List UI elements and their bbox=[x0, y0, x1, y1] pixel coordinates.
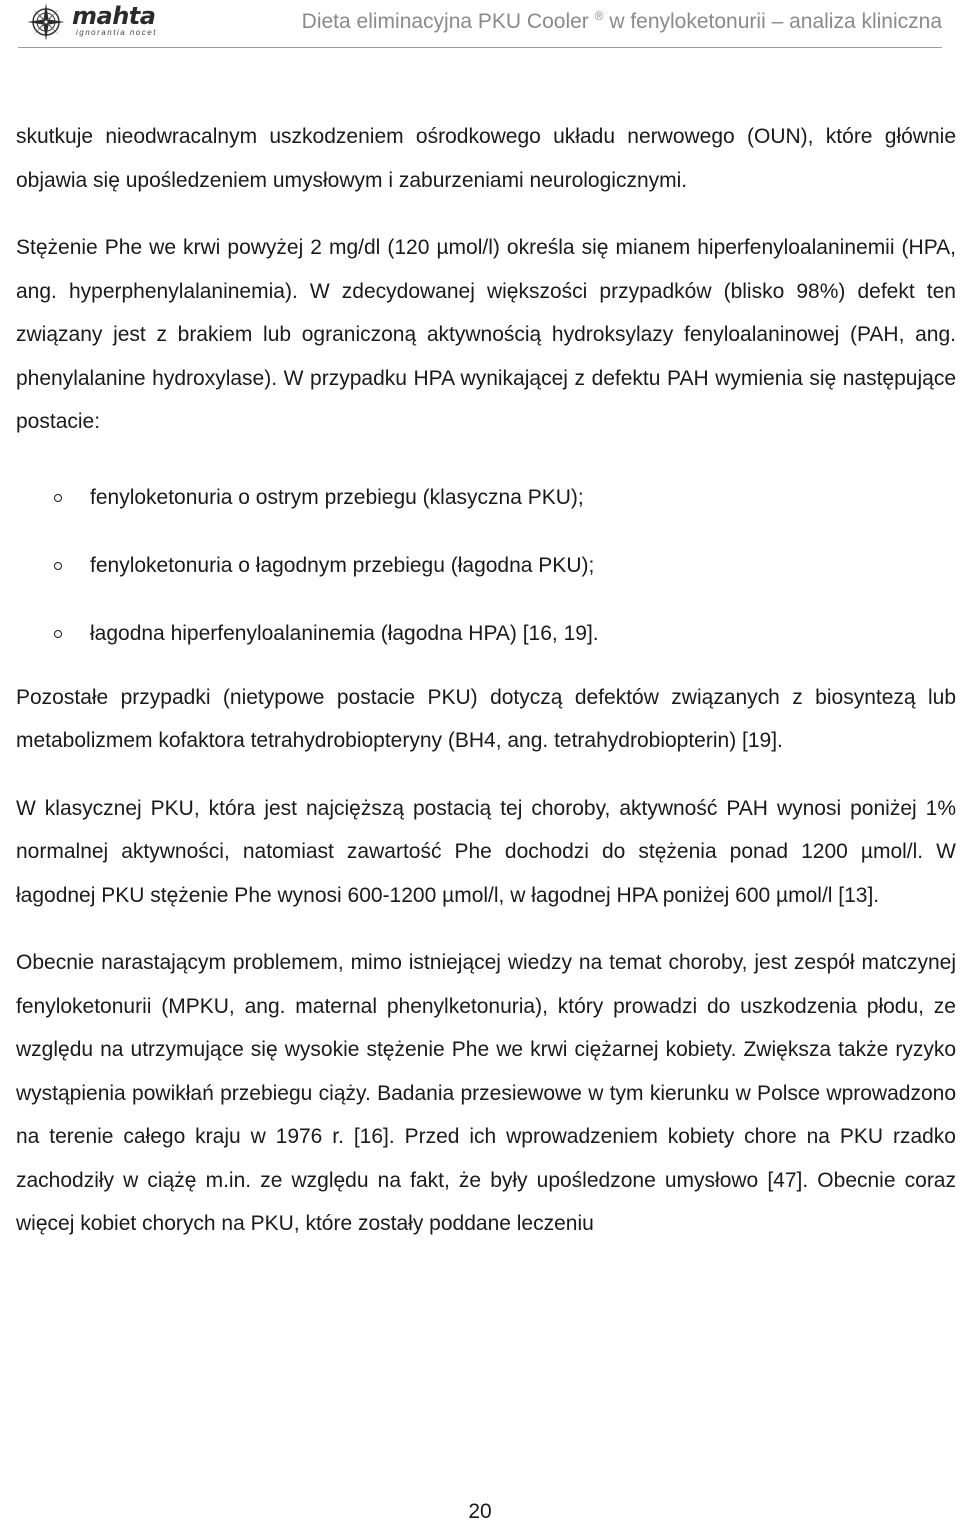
list-item: fenyloketonuria o łagodnym przebiegu (łagodna PKU); bbox=[16, 532, 956, 600]
list-item: łagodna hiperfenyloalaninemia (łagodna HPA) [16, 19]. bbox=[16, 600, 956, 668]
paragraph-gap bbox=[16, 202, 956, 226]
list-item: fenyloketonuria o ostrym przebiegu (klasyczna PKU); bbox=[16, 464, 956, 532]
document-body bbox=[16, 115, 956, 1246]
title-prefix: Dieta eliminacyjna PKU Cooler bbox=[301, 10, 589, 33]
paragraph-2: Stężenie Phe we krwi powyżej 2 mg/dl (120 µmol/l) określa się mianem hiperfenyloalaninemii (HPA, ang. hyperphenylalaninemia). W zdecydowanej większości przypadków (blisko 98%) defekt ten związany jest z brakiem lub ograniczoną aktywnością hydroksylazy fenyloalaninowej (PAH, ang. phenylalanine hydroxylase). W przypadku HPA wynikającej z defektu PAH wymienia się następujące postacie: bbox=[16, 236, 956, 433]
registered-mark: ® bbox=[594, 9, 604, 23]
page-number: 20 bbox=[468, 1500, 492, 1523]
logo-tagline: ignorantia nocet bbox=[76, 27, 157, 37]
paragraph-gap bbox=[16, 444, 956, 464]
paragraph-gap bbox=[16, 763, 956, 787]
paragraph-gap bbox=[16, 668, 956, 676]
header-divider bbox=[18, 47, 942, 48]
logo-name: mahta bbox=[72, 1, 156, 30]
mahta-logo bbox=[26, 2, 157, 42]
compass-rose-logo-icon bbox=[26, 2, 66, 42]
hollow-circle-bullet-icon bbox=[54, 562, 62, 570]
document-title bbox=[302, 9, 942, 34]
hollow-circle-bullet-icon bbox=[54, 630, 62, 638]
paragraph-4: W klasycznej PKU, która jest najcięższą postacią tej choroby, aktywność PAH wynosi poniżej 1% normalnej aktywności, natomiast zawartość Phe dochodzi do stężenia ponad 1200 µmol/l. W łagodnej PKU stężenie Phe wynosi 600-1200 µmol/l, w łagodnej HPA poniżej 600 µmol/l [13]. bbox=[16, 796, 956, 907]
paragraph-5: Obecnie narastającym problemem, mimo istniejącej wiedzy na temat choroby, jest zespół matczynej fenyloketonurii (MPKU, ang. maternal phenylketonuria), który prowadzi do uszkodzenia płodu, ze względu na utrzymujące się wysokie stężenie Phe we krwi ciężarnej kobiety. Zwiększa także ryzyko wystąpienia powikłań przebiegu ciąży. Badania przesiewowe w tym kierunku w Polsce wprowadzono na terenie całego kraju w 1976 r. [16]. Przed ich wprowadzeniem kobiety chore na PKU rzadko zachodziły w ciążę m.in. ze względu na fakt, że były upośledzone umysłowo [47]. Obecnie coraz więcej kobiet chorych na PKU, które zostały poddane leczeniu bbox=[16, 951, 956, 1235]
title-suffix: w fenyloketonurii – analiza kliniczna bbox=[603, 10, 942, 33]
page-header bbox=[0, 0, 960, 48]
paragraph-1: skutkuje nieodwracalnym uszkodzeniem ośrodkowego układu nerwowego (OUN), które głównie objawia się upośledzeniem umysłowym i zaburzeniami neurologicznymi. bbox=[16, 125, 956, 192]
hpa-forms-list bbox=[16, 464, 956, 668]
hollow-circle-bullet-icon bbox=[54, 494, 62, 502]
paragraph-gap bbox=[16, 917, 956, 941]
paragraph-3: Pozostałe przypadki (nietypowe postacie PKU) dotyczą defektów związanych z biosyntezą lub metabolizmem kofaktora tetrahydrobiopteryny (BH4, ang. tetrahydrobiopterin) [19]. bbox=[16, 685, 956, 752]
